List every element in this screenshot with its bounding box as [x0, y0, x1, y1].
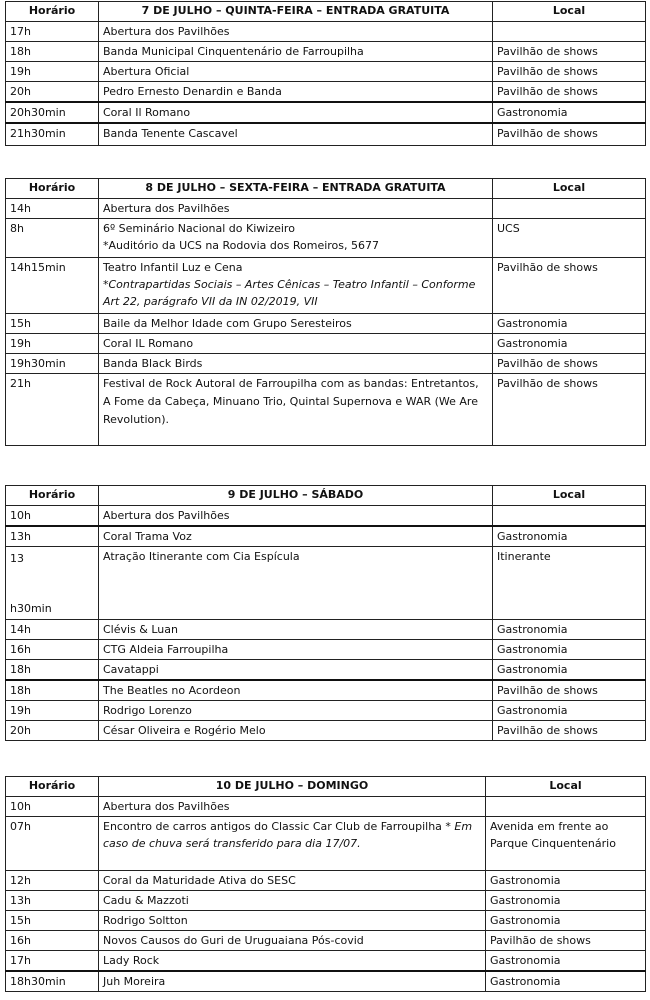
table-row [6, 354, 646, 374]
row-place [486, 797, 646, 817]
row-event: Encontro de carros antigos do Classic Car Club de Farroupilha [103, 820, 442, 833]
row-place: Gastronomia [493, 102, 646, 123]
table-row [6, 102, 646, 123]
row-time: 13h [6, 526, 99, 547]
row-event: CTG Aldeia Farroupilha [99, 640, 493, 660]
table-row [6, 199, 646, 219]
row-place: Gastronomia [493, 334, 646, 354]
header-day-title: 10 DE JULHO – DOMINGO [99, 777, 486, 797]
header-day-title: 8 DE JULHO – SEXTA-FEIRA – ENTRADA GRATUITA [99, 179, 493, 199]
row-place: Pavilhão de shows [493, 82, 646, 103]
row-event: Banda Municipal Cinquentenário de Farroupilha [99, 42, 493, 62]
row-time: 17h [6, 951, 99, 972]
table-row [6, 334, 646, 354]
row-time: 13h [6, 891, 99, 911]
row-place: UCS [493, 219, 646, 258]
table-row [6, 506, 646, 527]
row-event: Coral IL Romano [99, 334, 493, 354]
row-time: 18h [6, 680, 99, 701]
row-time: 20h [6, 721, 99, 741]
row-place: Pavilhão de shows [493, 123, 646, 145]
row-time-suffix: h30min [10, 602, 52, 615]
row-time: 19h [6, 62, 99, 82]
row-time: 14h15min [6, 258, 99, 314]
row-event: Abertura dos Pavilhões [99, 199, 493, 219]
row-event: Baile da Melhor Idade com Grupo Seresteiros [99, 314, 493, 334]
row-time-cell [6, 547, 99, 620]
header-day-title: 7 DE JULHO – QUINTA-FEIRA – ENTRADA GRATUITA [99, 2, 493, 22]
schedule-table-day-7 [5, 1, 646, 146]
row-place: Pavilhão de shows [493, 680, 646, 701]
table-row [6, 817, 646, 871]
table-row [6, 971, 646, 992]
table-row [6, 82, 646, 103]
row-event: Abertura dos Pavilhões [99, 506, 493, 527]
table-header-row [6, 2, 646, 22]
row-time: 13 [10, 552, 24, 565]
header-day-title: 9 DE JULHO – SÁBADO [99, 486, 493, 506]
row-place: Avenida em frente ao Parque Cinquentenário [486, 817, 646, 871]
row-event: César Oliveira e Rogério Melo [99, 721, 493, 741]
row-place: Pavilhão de shows [493, 721, 646, 741]
header-time: Horário [6, 777, 99, 797]
row-note: *Contrapartidas Sociais – Artes Cênicas – Teatro Infantil – Conforme Art 22, parágrafo VII da IN 02/2019, VII [103, 278, 476, 308]
row-place: Gastronomia [486, 911, 646, 931]
row-time: 15h [6, 314, 99, 334]
row-time: 8h [6, 219, 99, 258]
row-time: 10h [6, 797, 99, 817]
row-note: * Em caso de chuva será transferido para dia 17/07. [103, 820, 473, 850]
row-event: Lady Rock [99, 951, 486, 972]
row-time: 15h [6, 911, 99, 931]
table-row [6, 911, 646, 931]
row-time: 10h [6, 506, 99, 527]
table-header-row [6, 777, 646, 797]
row-time: 17h [6, 22, 99, 42]
row-event: The Beatles no Acordeon [99, 680, 493, 701]
table-row [6, 219, 646, 258]
row-event-cell [99, 817, 486, 871]
table-row [6, 871, 646, 891]
row-event: Abertura dos Pavilhões [99, 22, 493, 42]
row-event: Novos Causos do Guri de Uruguaiana Pós-covid [99, 931, 486, 951]
header-time: Horário [6, 486, 99, 506]
table-row [6, 22, 646, 42]
row-place: Gastronomia [486, 871, 646, 891]
table-row [6, 721, 646, 741]
row-event: Clévis & Luan [99, 620, 493, 640]
table-row [6, 640, 646, 660]
header-local: Local [493, 486, 646, 506]
row-place: Pavilhão de shows [493, 62, 646, 82]
row-time: 19h [6, 334, 99, 354]
header-local: Local [486, 777, 646, 797]
row-event: Coral Il Romano [99, 102, 493, 123]
row-place: Pavilhão de shows [493, 42, 646, 62]
row-place: Pavilhão de shows [493, 374, 646, 446]
row-place [493, 22, 646, 42]
table-header-row [6, 486, 646, 506]
row-place: Gastronomia [486, 971, 646, 992]
row-place: Gastronomia [493, 660, 646, 681]
row-event: Atração Itinerante com Cia Espícula [99, 547, 493, 620]
row-event: Abertura dos Pavilhões [99, 797, 486, 817]
row-place: Itinerante [493, 547, 646, 620]
row-event: Cadu & Mazzoti [99, 891, 486, 911]
row-time: 18h [6, 660, 99, 681]
row-place: Gastronomia [486, 891, 646, 911]
row-time: 18h [6, 42, 99, 62]
table-row [6, 547, 646, 620]
row-place: Gastronomia [493, 640, 646, 660]
row-note: *Auditório da UCS na Rodovia dos Romeiros, 5677 [103, 239, 380, 252]
row-event: Festival de Rock Autoral de Farroupilha com as bandas: Entretantos, A Fome da Cabeça, Minuano Trio, Quintal Supernova e WAR (We Are Revolution). [99, 374, 493, 446]
row-time: 21h [6, 374, 99, 446]
schedule-table-day-8 [5, 178, 646, 446]
row-event: Cavatappi [99, 660, 493, 681]
row-event: Teatro Infantil Luz e Cena [103, 261, 243, 274]
row-time: 18h30min [6, 971, 99, 992]
table-row [6, 931, 646, 951]
row-time: 07h [6, 817, 99, 871]
header-local: Local [493, 179, 646, 199]
row-time: 16h [6, 931, 99, 951]
row-place: Gastronomia [493, 526, 646, 547]
row-event: Coral Trama Voz [99, 526, 493, 547]
row-place [493, 199, 646, 219]
header-local: Local [493, 2, 646, 22]
schedule-table-day-10 [5, 776, 646, 992]
row-place: Gastronomia [493, 701, 646, 721]
table-row [6, 891, 646, 911]
row-time: 19h [6, 701, 99, 721]
table-row [6, 660, 646, 681]
row-time: 21h30min [6, 123, 99, 145]
row-time: 20h30min [6, 102, 99, 123]
table-row [6, 374, 646, 446]
row-time: 14h [6, 620, 99, 640]
table-row [6, 314, 646, 334]
row-time: 14h [6, 199, 99, 219]
table-header-row [6, 179, 646, 199]
row-event: Rodrigo Lorenzo [99, 701, 493, 721]
table-row [6, 680, 646, 701]
table-row [6, 258, 646, 314]
row-event-cell [99, 258, 493, 314]
row-time: 16h [6, 640, 99, 660]
row-place: Gastronomia [493, 620, 646, 640]
row-place: Gastronomia [486, 951, 646, 972]
table-row [6, 620, 646, 640]
row-place [493, 506, 646, 527]
table-row [6, 123, 646, 145]
row-place: Pavilhão de shows [493, 258, 646, 314]
row-event: Pedro Ernesto Denardin e Banda [99, 82, 493, 103]
row-event: Banda Black Birds [99, 354, 493, 374]
row-event-cell [99, 219, 493, 258]
row-event: Juh Moreira [99, 971, 486, 992]
table-row [6, 797, 646, 817]
table-row [6, 62, 646, 82]
row-time: 20h [6, 82, 99, 103]
row-event: Banda Tenente Cascavel [99, 123, 493, 145]
table-row [6, 42, 646, 62]
row-place: Gastronomia [493, 314, 646, 334]
header-time: Horário [6, 179, 99, 199]
row-event: 6º Seminário Nacional do Kiwizeiro [103, 222, 295, 235]
row-event: Rodrigo Soltton [99, 911, 486, 931]
schedule-table-day-9 [5, 485, 646, 741]
row-time: 19h30min [6, 354, 99, 374]
row-event: Coral da Maturidade Ativa do SESC [99, 871, 486, 891]
header-time: Horário [6, 2, 99, 22]
row-place: Pavilhão de shows [486, 931, 646, 951]
table-row [6, 701, 646, 721]
table-row [6, 526, 646, 547]
row-event: Abertura Oficial [99, 62, 493, 82]
row-time: 12h [6, 871, 99, 891]
table-row [6, 951, 646, 972]
row-place: Pavilhão de shows [493, 354, 646, 374]
